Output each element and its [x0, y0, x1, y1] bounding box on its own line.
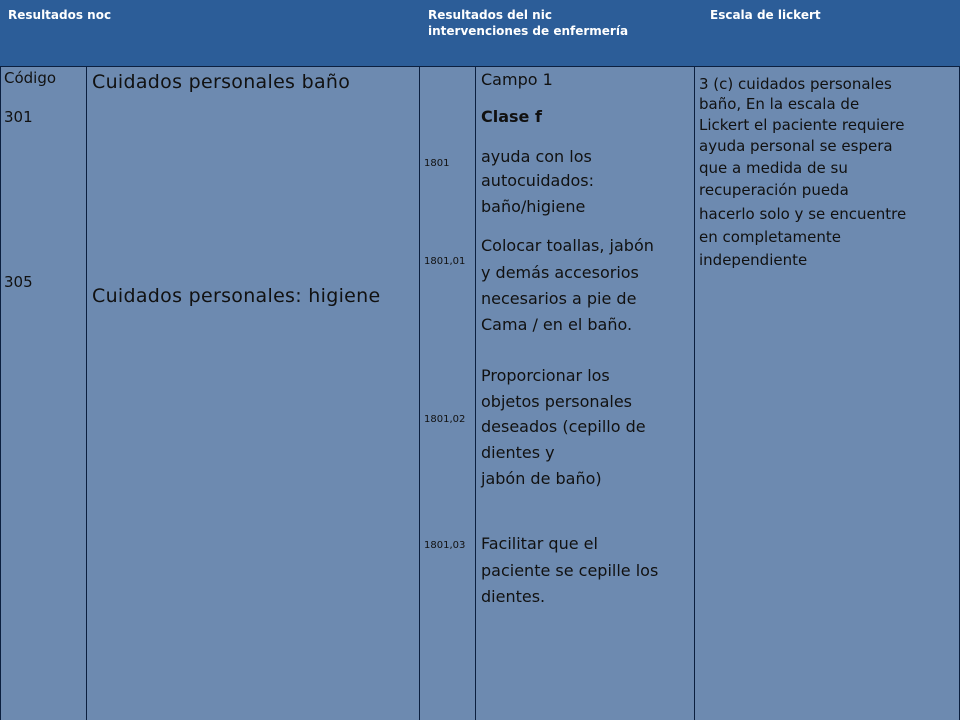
- col-divider-3: [475, 66, 476, 720]
- likert-line3: Lickert el paciente requiere: [699, 116, 905, 134]
- result-cuidados-higiene: Cuidados personales: higiene: [92, 285, 381, 307]
- col-border-left: [0, 66, 1, 720]
- likert-line7: hacerlo solo y se encuentre: [699, 205, 907, 223]
- clase-label: Clase f: [481, 107, 542, 126]
- codigo-label: Código: [4, 69, 57, 87]
- colocar-line2: y demás accesorios: [481, 263, 639, 282]
- nic-code-1801: 1801: [424, 158, 450, 169]
- nic-code-1801-01: 1801,01: [424, 256, 466, 267]
- campo-label: Campo 1: [481, 70, 553, 89]
- likert-line4: ayuda personal se espera: [699, 137, 893, 155]
- proporcionar-line1: Proporcionar los: [481, 366, 610, 385]
- nic-code-1801-02: 1801,02: [424, 414, 466, 425]
- header-escala-lickert: [702, 0, 960, 66]
- ayuda-line3: baño/higiene: [481, 197, 586, 216]
- colocar-line4: Cama / en el baño.: [481, 315, 633, 334]
- col-divider-2: [419, 66, 420, 720]
- facilitar-line2: paciente se cepille los: [481, 561, 659, 580]
- header-col3-text: Escala de lickert: [710, 8, 821, 22]
- col-divider-1: [86, 66, 87, 720]
- colocar-line1: Colocar toallas, jabón: [481, 236, 654, 255]
- code-305: 305: [4, 273, 33, 291]
- colocar-line3: necesarios a pie de: [481, 289, 637, 308]
- header-divider: [0, 66, 960, 67]
- likert-line5: que a medida de su: [699, 159, 848, 177]
- header-resultados-nic: [420, 0, 702, 66]
- ayuda-line1: ayuda con los: [481, 147, 592, 166]
- proporcionar-line3: deseados (cepillo de: [481, 417, 646, 436]
- likert-line8: en completamente: [699, 228, 841, 246]
- proporcionar-line2: objetos personales: [481, 392, 632, 411]
- facilitar-line1: Facilitar que el: [481, 534, 598, 553]
- likert-line2: baño, En la escala de: [699, 95, 860, 113]
- likert-line9: independiente: [699, 251, 808, 269]
- header-col2-line1: Resultados del nic: [428, 8, 552, 22]
- likert-line6: recuperación pueda: [699, 181, 849, 199]
- ayuda-line2: autocuidados:: [481, 171, 595, 190]
- result-cuidados-bano: Cuidados personales baño: [92, 71, 351, 93]
- proporcionar-line4: dientes y: [481, 443, 555, 462]
- code-301: 301: [4, 108, 33, 126]
- proporcionar-line5: jabón de baño): [481, 469, 602, 488]
- header-col2-line2: intervenciones de enfermería: [428, 24, 629, 38]
- header-resultados-noc: [0, 0, 420, 66]
- table-header: [0, 0, 960, 66]
- col-divider-4: [694, 66, 695, 720]
- likert-line1: 3 (c) cuidados personales: [699, 75, 892, 93]
- nic-code-1801-03: 1801,03: [424, 540, 466, 551]
- header-col1-text: Resultados noc: [8, 8, 112, 22]
- facilitar-line3: dientes.: [481, 587, 546, 606]
